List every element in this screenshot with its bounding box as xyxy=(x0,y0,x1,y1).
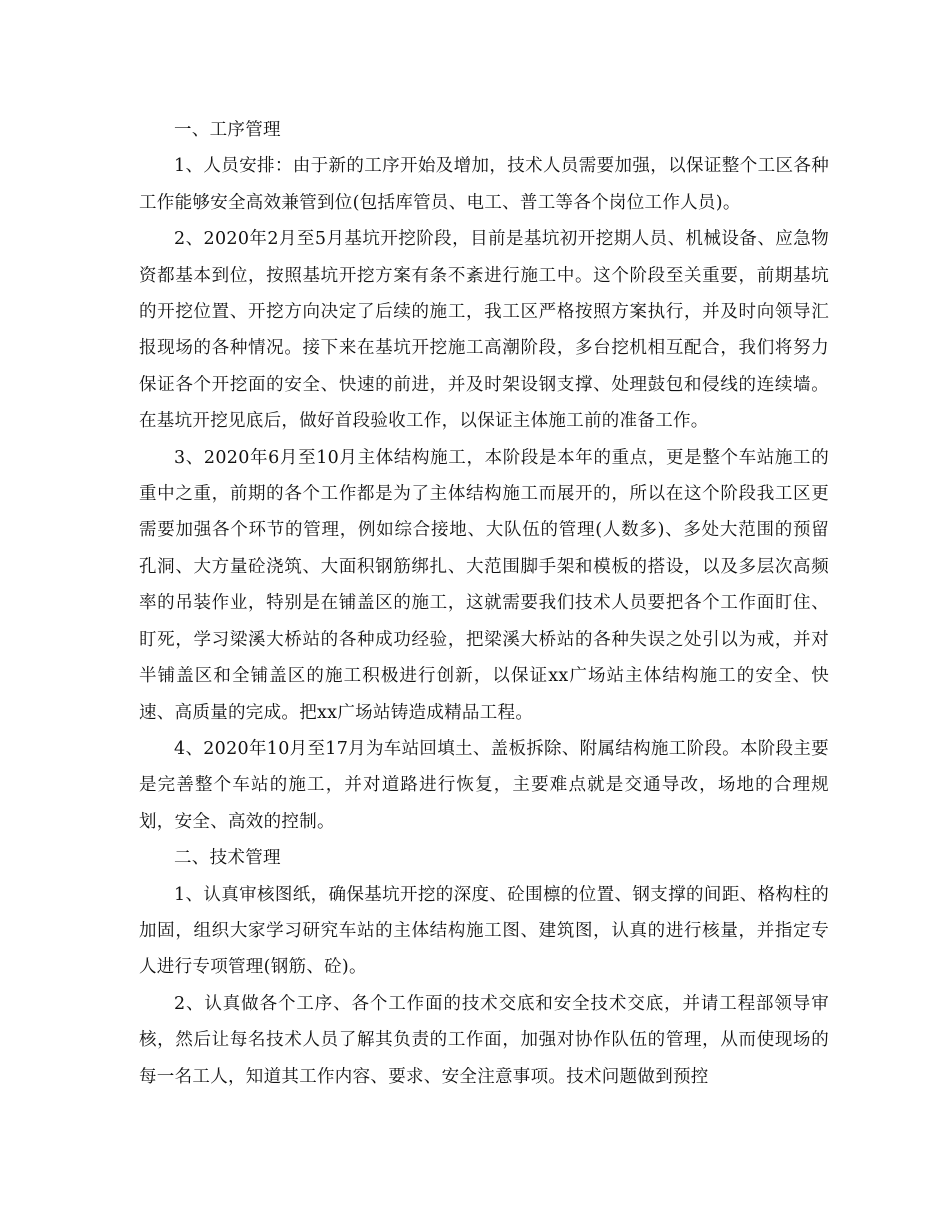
document-body xyxy=(139,112,829,1095)
paragraph-backfill-phase: 4、2020年10月至17月为车站回填土、盖板拆除、附属结构施工阶段。本阶段主要是完善整个车站的施工，并对道路进行恢复，主要难点就是交通导改，场地的合理规划，安全、高效的控制。 xyxy=(139,738,829,832)
paragraph-excavation-phase: 2、2020年2月至5月基坑开挖阶段，目前是基坑初开挖期人员、机械设备、应急物资都基本到位，按照基坑开挖方案有条不紊进行施工中。这个阶段至关重要，前期基坑的开挖位置、开挖方向决定了后续的施工，我工区严格按照方案执行，并及时向领导汇报现场的各种情况。接下来在基坑开挖施工高潮阶段，多台挖机相互配合，我们将努力保证各个开挖面的安全、快速的前进，并及时架设钢支撑、处理鼓包和侵线的连续墙。在基坑开挖见底后，做好首段验收工作，以保证主体施工前的准备工作。 xyxy=(139,229,829,432)
paragraph-main-structure-phase: 3、2020年6月至10月主体结构施工，本阶段是本年的重点，更是整个车站施工的重中之重，前期的各个工作都是为了主体结构施工而展开的，所以在这个阶段我工区更需要加强各个环节的管理，例如综合接地、大队伍的管理(人数多)、多处大范围的预留孔洞、大方量砼浇筑、大面积钢筋绑扎、大范围脚手架和模板的搭设，以及多层次高频率的吊装作业，特别是在铺盖区的施工，这就需要我们技术人员要把各个工作面盯住、盯死，学习梁溪大桥站的各种成功经验，把梁溪大桥站的各种失误之处引以为戒，并对半铺盖区和全铺盖区的施工积极进行创新，以保证xx广场站主体结构施工的安全、快速、高质量的完成。把xx广场站铸造成精品工程。 xyxy=(139,447,829,723)
paragraph-staffing: 1、人员安排：由于新的工序开始及增加，技术人员需要加强，以保证整个工区各种工作能够安全高效兼管到位(包括库管员、电工、普工等各个岗位工作人员)。 xyxy=(139,156,829,213)
paragraph-drawing-review: 1、认真审核图纸，确保基坑开挖的深度、砼围檩的位置、钢支撑的间距、格构柱的加固，组织大家学习研究车站的主体结构施工图、建筑图，认真的进行核量，并指定专人进行专项管理(钢筋、砼)。 xyxy=(139,884,829,978)
paragraph-technical-briefing: 2、认真做各个工序、各个工作面的技术交底和安全技术交底，并请工程部领导审核，然后让每名技术人员了解其负责的工作面，加强对协作队伍的管理，从而使现场的每一名工人，知道其工作内容、要求、安全注意事项。技术问题做到预控 xyxy=(139,993,829,1087)
section-heading-process-management: 一、工序管理 xyxy=(174,120,281,140)
section-heading-technical-management: 二、技术管理 xyxy=(174,848,281,869)
